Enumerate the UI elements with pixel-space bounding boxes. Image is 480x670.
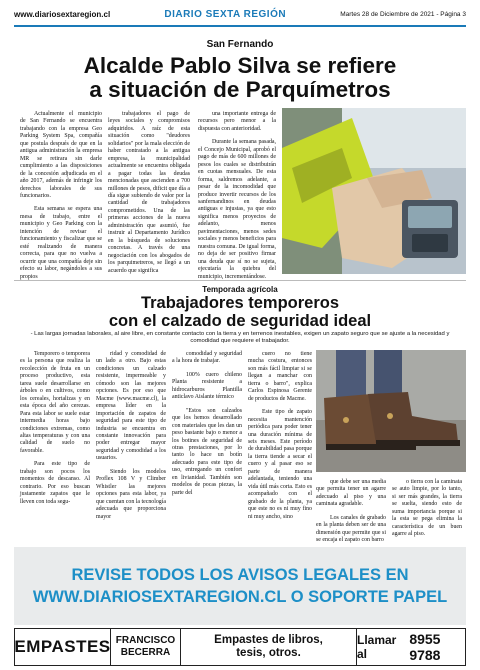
header-rule (14, 25, 466, 27)
article2-column-1 (20, 351, 90, 512)
ad-brand: EMPASTES (15, 629, 111, 665)
article1-column-2 (108, 111, 190, 281)
paragraph: cuero no tiene mucha costura, entonces son más fácil limpiar si se llegan a manchar con tierra o barro", explica Carlos Espinosa Gerente de productos de Macme. (248, 351, 312, 402)
article2-column-2 (96, 351, 166, 527)
parking-meter-photo (282, 108, 466, 274)
newspaper-name: DIARIO SEXTA REGIÓN (164, 8, 287, 20)
empastes-ad (14, 628, 466, 666)
paragraph: Actualmente el municipio de San Fernando se encuentra trabajando con la empresa Geo Parking System Spa, compañía que postula después de que en la antigua administración la empresa MR se retirara sin darle cumplimiento a las disposiciones de la concesión adjudicada en el año 2017, además de infringir los derechos laborales de sus funcionarios. (20, 111, 102, 199)
legal-notices-banner[interactable] (14, 547, 466, 625)
banner-line1: REVISE TODOS LOS AVISOS LEGALES EN (71, 566, 409, 584)
ad-phone[interactable]: 8955 9788 (409, 631, 441, 663)
paragraph: comodidad y seguridad a la hora de trabajar. (172, 351, 242, 365)
article1-headline (0, 54, 480, 101)
banner-line2: WWW.DIARIOSEXTAREGION.CL O SOPORTE PAPEL (32, 588, 448, 606)
paragraph: Los canales de grabado en la planta deben ser de una dimensión que permite que si se encaja el zapato con barro (316, 514, 386, 544)
paragraph: Esta semana se espera una mesa de trabajo, entre el municipio y Geo Parking con la intención de revisar el funcionamiento y fiscalizar que se esté realizando de manera correcta, para que no vuelva a ocurrir que una compañía deje sin efecto su labor, negándoles a sus propios (20, 206, 102, 280)
paragraph: Para este tipo de trabajo son pocos los momentos de descanso. Al contrario. Por eso buscan justamente zapatos que le lleven con toda segu- (20, 461, 90, 505)
paragraph: que debe ser una media que permita tener un agarre adecuado al piso y una caminata agradable. (316, 479, 386, 508)
article2-headline (0, 294, 480, 330)
safety-boots-photo (316, 350, 466, 472)
article2-column-4 (248, 351, 312, 527)
paragraph: "Estos son calzados que los hemos desarrollado con materiales que les dan un peso bastante bajo o menor a los botines de seguridad de otras prestaciones, por lo tanto lo hace un botín adecuado para este tipo de uso, entregando un confort en livianidad. También son modelos de pocas piezas, la parte del (172, 407, 242, 496)
paragraph: 100% cuero chileno Planta resistente a hidrocarburos Plantilla anticlavo Aislante térmico (172, 371, 242, 401)
article2-deck: - Las largas jornadas laborales, al aire libre, en constante contacto con la tierra y en terrenos inestables, exigen un zapato seguro que se ajuste a la necesidad y comodidad que requiere el trabajador. (30, 331, 450, 344)
article2-kicker: Temporada agrícola (202, 285, 278, 294)
ad-call-label: Llamar al (357, 633, 397, 661)
paragraph: Siendo los modelos Proflex 108 V y Climber Whistler las mejores opciones para esta labor, ya que cuentan con la tecnología adecuada que proporciona mayor (96, 468, 167, 520)
ad-service (181, 629, 357, 665)
paragraph: ridad y comodidad de un lado a otro. Bajo estas condiciones un calzado resistente, impermeable y cómodo son las mejores opciones. Es por eso que Macme (www.macme.cl), la empresa líder en la importación de zapatos de seguridad para este tipo de industria se encuentra en constante innovación para poder entregar mayor seguridad y comodidad a los usuarios. (96, 351, 166, 462)
ad-name (111, 629, 181, 665)
paragraph: Este tipo de zapato necesita mantención periódica para poder tener una duración mínima de seis meses. Este período de durabilidad pasa porque la tierra tiende a secar el cuero y al pasar eso se parte de manera adelantada, teniendo una vida útil más corta. Esto es acompañado con el grabado de la planta, ya que este no es ni muy fino ni muy ancho, sino (248, 409, 312, 520)
article2-column-3 (172, 351, 242, 503)
article1-headline-line2: a situación de Parquímetros (89, 76, 391, 102)
paragraph: Temporero o temporera es la persona que realiza la recolección de fruta en un proceso productivo, esta tarea suele desarrollarse en árboles o en cultivos, como los cereales, hortalizas y en esta época del año cerezas. Para esta labor se suele estar intermedia horas bajo condiciones extremas, como altas temperaturas y con una calidad de suelo no favorable. (20, 351, 90, 454)
article1-column-3 (198, 111, 276, 287)
article1-kicker: San Fernando (206, 39, 274, 50)
ad-service-line2: tesis, otros. (236, 647, 301, 659)
section-divider (14, 280, 466, 281)
site-url[interactable]: www.diariosextaregion.cl (14, 9, 111, 19)
article1-column-1 (20, 111, 102, 287)
paragraph: trabajadores el pago de leyes sociales y compromisos adquiridos. A raíz de esta situación como "deudores solidarios" por la mala elección de haber contratado a la antigua empresa, la municipalidad actualmente se encuentra obligada a pagar todas las deudas mencionadas que ascienden a 700 millones de pesos, dificit que día a día sigue subiendo de valor por la cantidad de trabajadores comprometidos. Una de las primeras acciones de la nueva administración que asumió, fue instruir al Departamento Jurídico en la búsqueda de soluciones concretas. A través de una negociación con los abogados de los parquimetreros, se llegó a un acuerdo que significa (108, 111, 190, 274)
ad-service-line1: Empastes de libros, (214, 634, 323, 646)
ad-name-line2: BECERRA (120, 647, 171, 658)
page-header (14, 4, 466, 24)
paragraph: una importante entrega de recursos pero menor a la dispuesta con anterioridad. (198, 111, 276, 132)
date-page: Martes 28 de Diciembre de 2021 - Página 3 (340, 10, 466, 18)
article2-headline-line1: Trabajadores temporeros (140, 294, 340, 312)
paragraph: Durante la semana pasada, el Concejo Municipal, aprobó el pago de más de 600 millones de pesos los cuales se distribuirán en cuotas mensuales. De esta forma, saldremos adelante, a pesar de la incomodidad que produce invertir recursos de los sanfernandinos en deudas antiguas e injustas, ya que esto significa menos proyectos de adelanto, menos pavimentaciones, menos sedes sociales y menos beneficios para nuestra comuna. De igual forma, no deja de ser positivo firmar una deuda que sí no se sujeta, ejecutaría la quiebra del municipio, incrementándose. (198, 139, 276, 280)
article2-headline-line2: con el calzado de seguridad ideal (108, 312, 372, 330)
article2-column-6 (392, 479, 462, 545)
article2-column-5 (316, 479, 386, 551)
ad-name-line1: FRANCISCO (115, 635, 176, 646)
article1-headline-line1: Alcalde Pablo Silva se refiere (83, 53, 397, 78)
paragraph: o tierra con la caminata se auto limpie, por lo tanto, si ser más grandes, la tierra se suelta, siendo esto de suma importancia porque si la esta se pega elimina la característica de un buen agarre al piso. (392, 479, 462, 538)
ad-call (357, 629, 465, 665)
